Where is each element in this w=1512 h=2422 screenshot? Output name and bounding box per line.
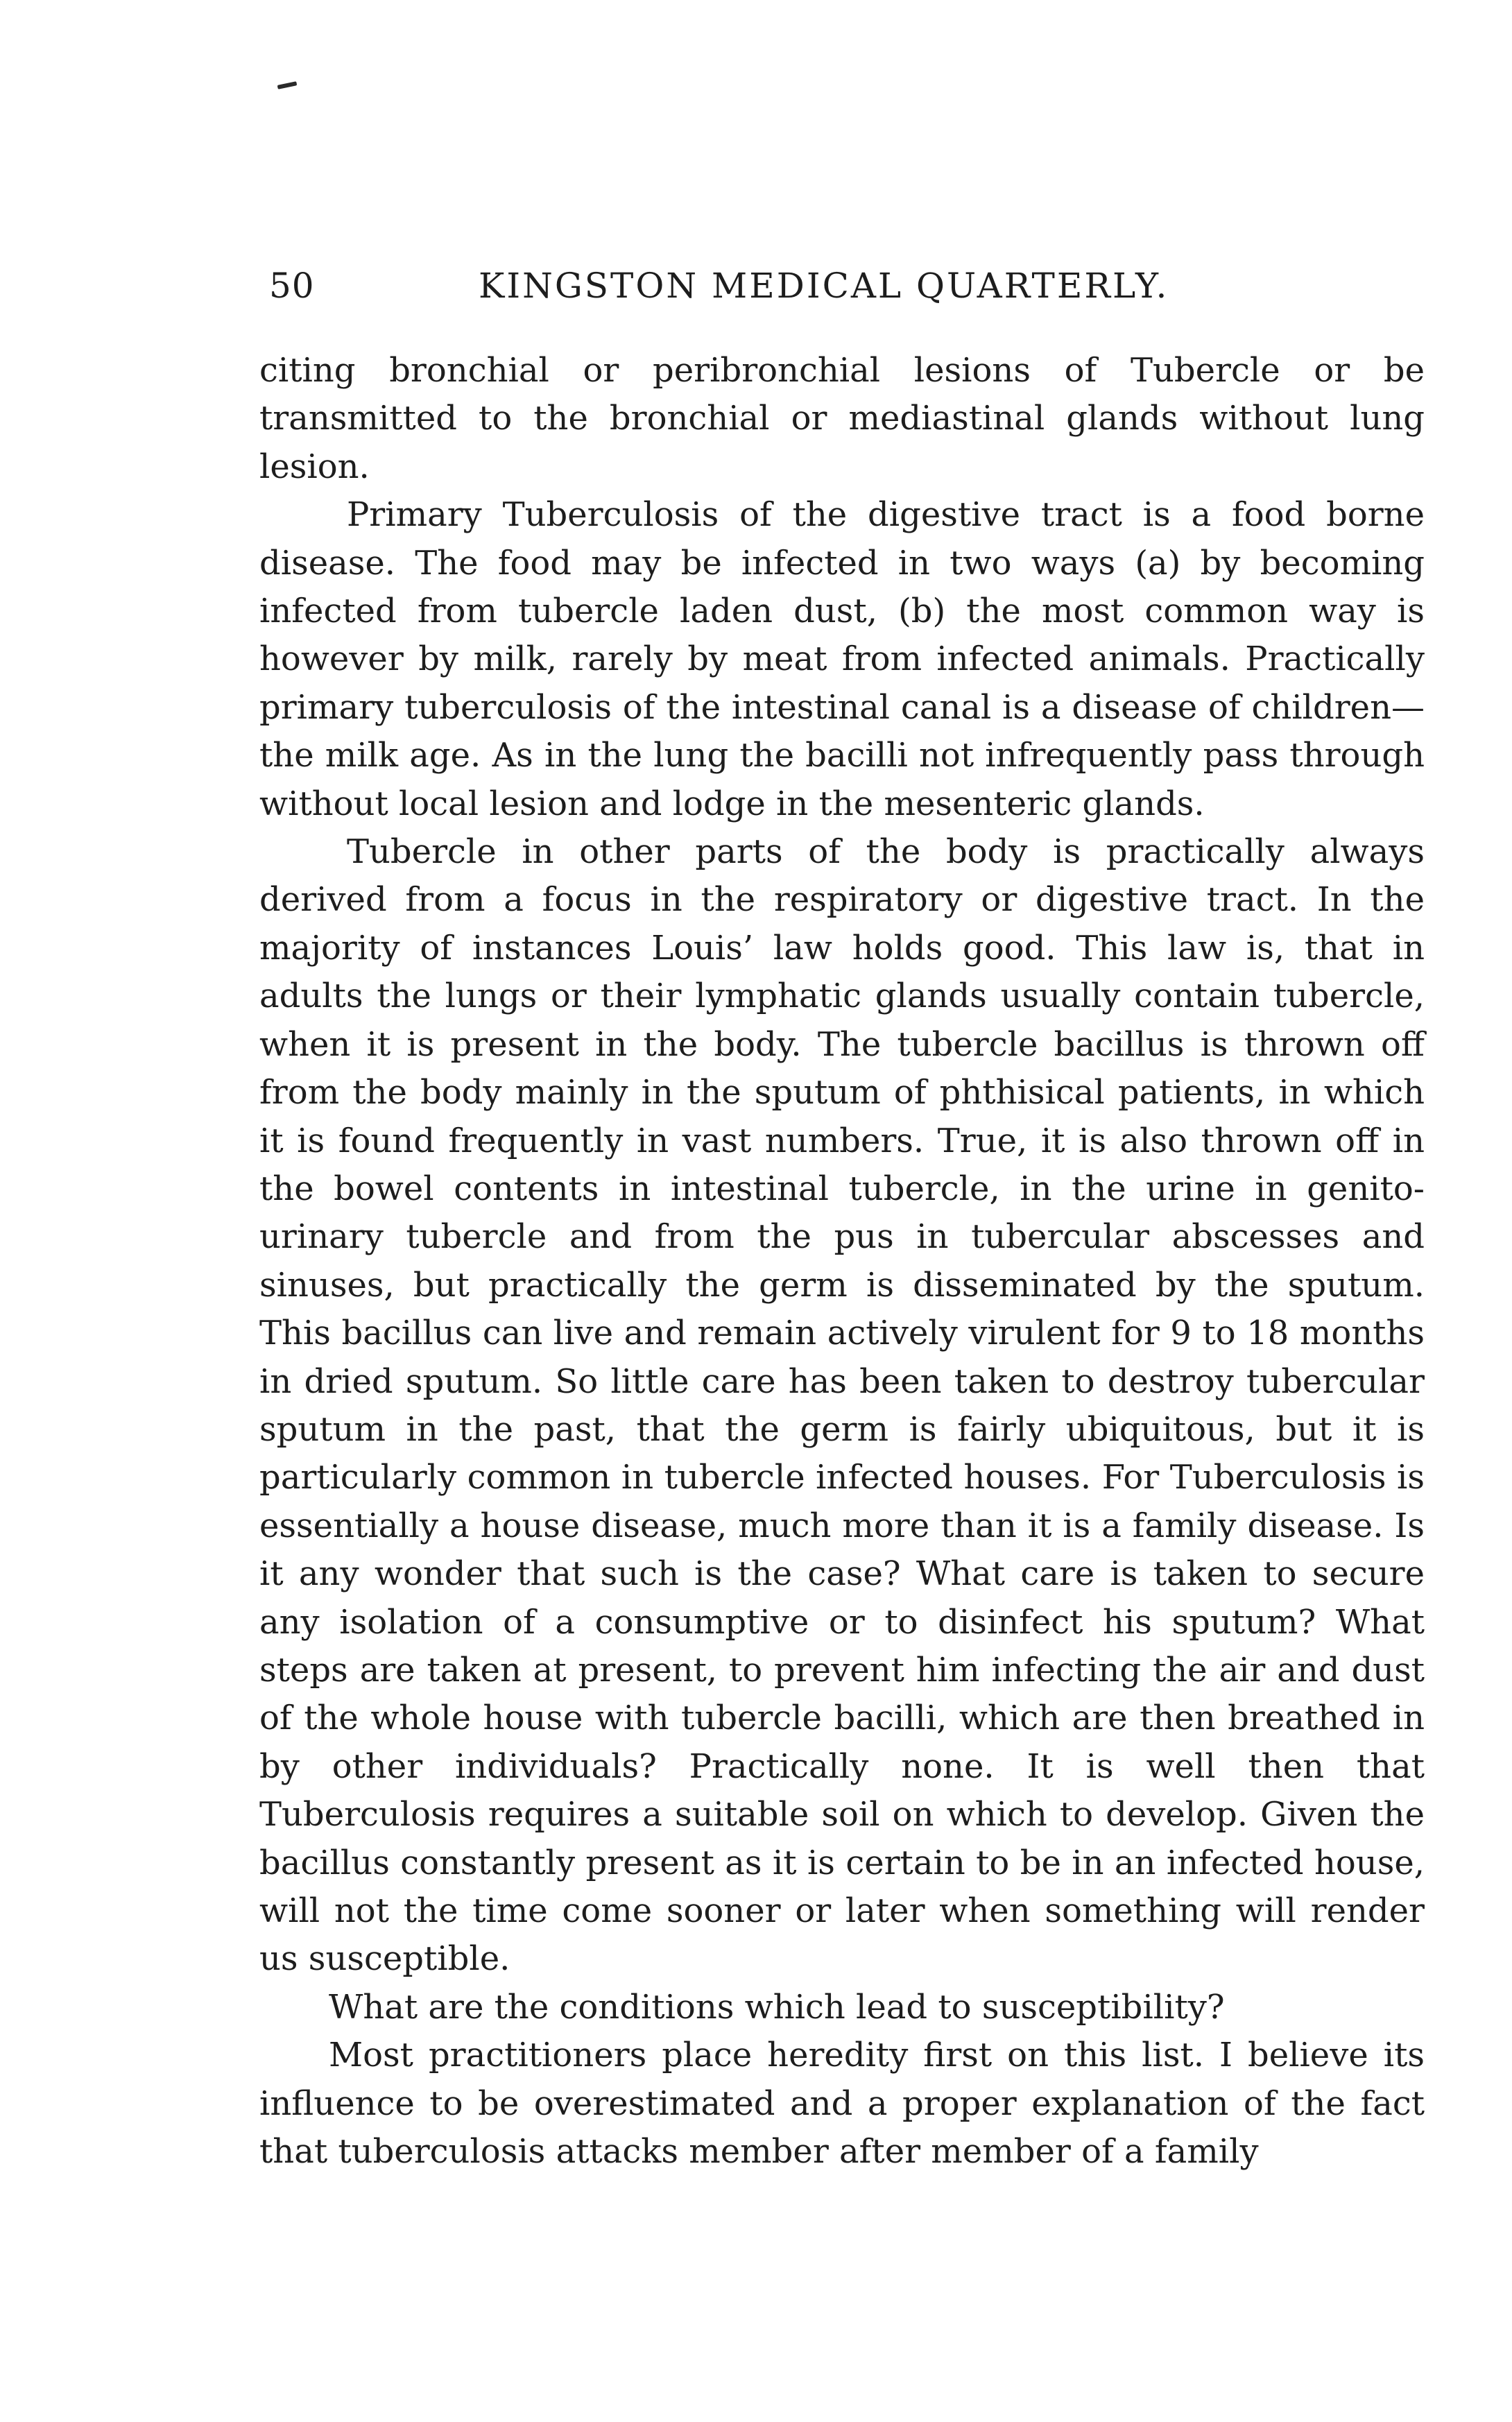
body-text [259, 347, 1425, 2176]
running-header [269, 258, 1427, 314]
ink-speck [277, 81, 298, 89]
running-title: KINGSTON MEDICAL QUARTERLY. [479, 266, 1169, 306]
paragraph-other-parts: Tubercle in other parts of the body is practically always derived from a focus in the respiratory or digestive tract. In the majority of instances Louis’ law holds good. This law is, that in adults the lungs or their lymphatic glands usually contain tubercle, when it is present in the body. The tubercle bacillus is thrown off from the body mainly in the sputum of phthisical patients, in which it is found frequently in vast numbers. True, it is also thrown off in the bowel contents in intestinal tubercle, in the urine in genito-urinary tubercle and from the pus in tubercular abscesses and sinuses, but practically the germ is disseminated by the sputum. This bacillus can live and remain actively virulent for 9 to 18 months in dried sputum. So little care has been taken to destroy tubercular sputum in the past, that the germ is fairly ubiquitous, but it is particularly common in tubercle infected houses. For Tuberculosis is essentially a house disease, much more than it is a family disease. Is it any wonder that such is the case? What care is taken to secure any isolation of a consumptive or to disinfect his sputum? What steps are taken at present, to prevent him infecting the air and dust of the whole house with tubercle bacilli, which are then breathed in by other individuals? Practically none. It is well then that Tuberculosis requires a suitable soil on which to develop. Given the bacillus constantly present as it is certain to be in an infected house, will not the time come sooner or later when something will render us susceptible. [259, 832, 1425, 1979]
paragraph-continued: citing bronchial or peribronchial lesions of Tubercle or be transmitted to the bronchial or mediastinal glands without lung lesion. [259, 351, 1425, 486]
paragraph-question: What are the conditions which lead to susceptibility? [329, 1987, 1225, 2027]
paragraph-digestive-tract: Primary Tuberculosis of the digestive tract is a food borne disease. The food may be infected in two ways (a) by becoming infected from tubercle laden dust, (b) the most common way is however by milk, rarely by meat from infected animals. Practically primary tuberculosis of the intestinal canal is a disease of children—the milk age. As in the lung the bacilli not infrequently pass through without local lesion and lodge in the mesenteric glands. [259, 495, 1425, 823]
page-number: 50 [269, 266, 315, 306]
paragraph-heredity: Most practitioners place heredity first on this list. I believe its influence to be overestimated and a proper explanation of the fact that tuberculosis attacks member after member of a family [259, 2036, 1425, 2172]
